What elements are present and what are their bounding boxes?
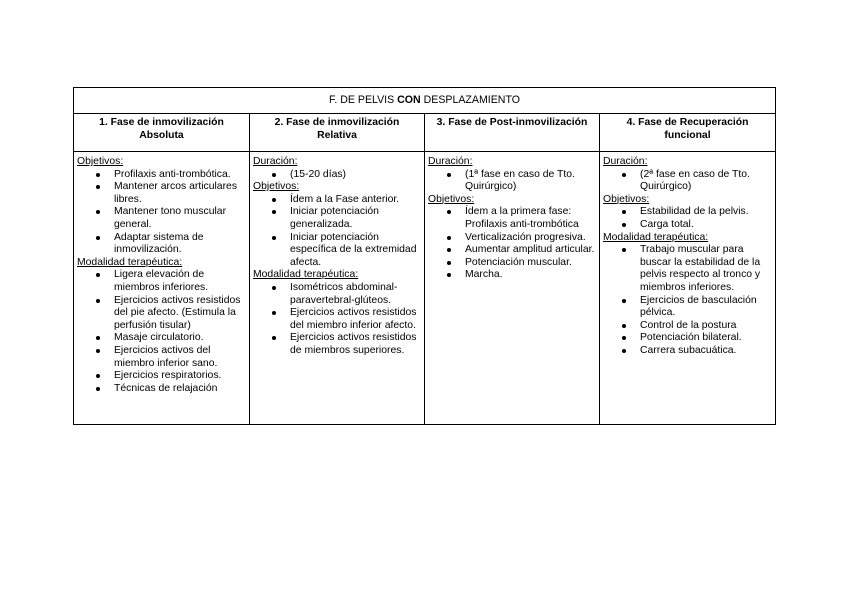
phase-header-4: 4. Fase de Recuperación funcional	[600, 114, 776, 152]
list-item: Ejercicios respiratorios.	[114, 370, 246, 383]
bullet-list	[253, 194, 421, 270]
bullet-list	[253, 282, 421, 358]
table-title	[74, 88, 776, 114]
section-heading: Modalidad terapéutica:	[253, 269, 359, 281]
list-item: Carga total.	[640, 219, 772, 232]
rehab-phase-table	[73, 87, 776, 425]
phase-header-3: 3. Fase de Post-inmovilización	[425, 114, 600, 152]
bullet-list	[603, 169, 772, 194]
list-item: Mantener arcos articulares libres.	[114, 181, 246, 206]
bullet-list	[428, 206, 596, 282]
section-heading: Objetivos:	[253, 181, 300, 193]
phase-content-2	[250, 152, 425, 425]
phase-content-1	[74, 152, 250, 425]
list-item: Verticalización progresiva.	[465, 232, 596, 245]
list-item: Trabajo muscular para buscar la estabilidad de la pelvis respecto al tronco y miembros inferiores.	[640, 244, 772, 294]
bullet-list	[603, 244, 772, 357]
phase-header-2: 2. Fase de inmovilización Relativa	[250, 114, 425, 152]
section-heading: Modalidad terapéutica:	[603, 231, 709, 243]
list-item: Iniciar potenciación generalizada.	[290, 206, 421, 231]
list-item: Ejercicios activos resistidos del pie afecto. (Estimula la perfusión tisular)	[114, 295, 246, 333]
list-item: Iniciar potenciación específica de la extremidad afecta.	[290, 232, 421, 270]
bullet-list	[603, 206, 772, 231]
list-item: Control de la postura	[640, 320, 772, 333]
list-item: Isométricos abdominal-paravertebral-glúteos.	[290, 282, 421, 307]
list-item: Profilaxis anti-trombótica.	[114, 169, 246, 182]
header-row	[74, 114, 776, 152]
list-item: Ejercicios activos resistidos del miembro inferior afecto.	[290, 307, 421, 332]
section-heading: Objetivos:	[77, 156, 124, 167]
phase-content-3	[425, 152, 600, 425]
list-item: Ejercicios activos del miembro inferior sano.	[114, 345, 246, 370]
list-item: Mantener tono muscular general.	[114, 206, 246, 231]
list-item: (2ª fase en caso de Tto. Quirúrgico)	[640, 169, 772, 194]
bullet-list	[77, 269, 246, 395]
section-heading: Duración:	[428, 156, 473, 167]
phase-content-4	[600, 152, 776, 425]
section-heading: Duración:	[253, 156, 298, 167]
body-row	[74, 152, 776, 425]
list-item: Potenciación bilateral.	[640, 332, 772, 345]
list-item: Marcha.	[465, 269, 596, 282]
list-item: (1ª fase en caso de Tto. Quirúrgico)	[465, 169, 596, 194]
list-item: Técnicas de relajación	[114, 383, 246, 396]
section-heading: Duración:	[603, 156, 648, 167]
list-item: Estabilidad de la pelvis.	[640, 206, 772, 219]
list-item: Adaptar sistema de inmovilización.	[114, 232, 246, 257]
title-prefix: F. DE PELVIS	[329, 94, 398, 107]
section-heading: Objetivos:	[603, 193, 650, 205]
list-item: Ejercicios activos resistidos de miembros superiores.	[290, 332, 421, 357]
list-item: Ídem a la Fase anterior.	[290, 194, 421, 207]
section-heading: Modalidad terapéutica:	[77, 256, 183, 268]
section-heading: Objetivos:	[428, 193, 475, 205]
list-item: (15-20 días)	[290, 169, 421, 182]
list-item: Aumentar amplitud articular.	[465, 244, 595, 256]
title-bold: CON	[397, 94, 421, 107]
list-item: Ligera elevación de miembros inferiores.	[114, 269, 246, 294]
bullet-list	[428, 169, 596, 194]
phase-header-1: 1. Fase de inmovilización Absoluta	[74, 114, 250, 152]
bullet-list	[77, 169, 246, 257]
bullet-list	[253, 169, 421, 182]
title-suffix: DESPLAZAMIENTO	[420, 94, 520, 107]
list-item: Ejercicios de basculación pélvica.	[640, 295, 772, 320]
list-item: Ídem a la primera fase: Profilaxis anti-trombótica	[465, 206, 596, 231]
list-item: Carrera subacuática.	[640, 345, 772, 358]
list-item: Potenciación muscular.	[465, 257, 596, 270]
list-item: Masaje circulatorio.	[114, 332, 246, 345]
